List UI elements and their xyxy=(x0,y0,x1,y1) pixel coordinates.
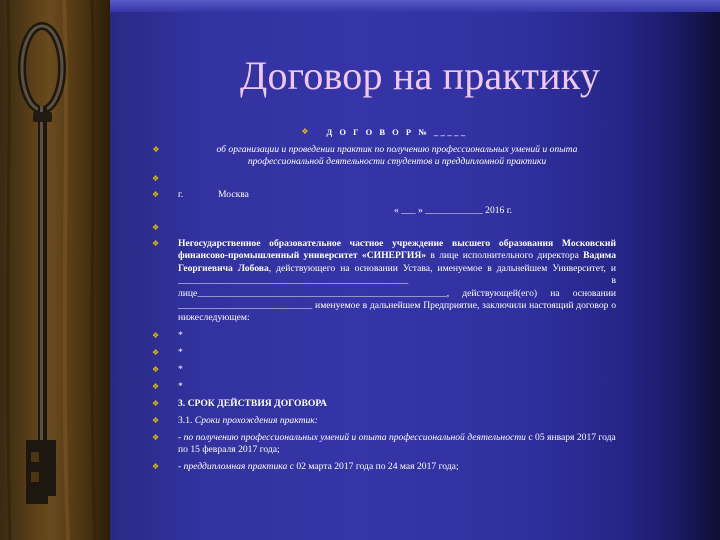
clause-number: 3.1. xyxy=(178,414,195,426)
contract-text-list xyxy=(150,126,616,478)
separator-star: * xyxy=(178,363,183,375)
list-item xyxy=(150,415,616,427)
antique-key-icon xyxy=(0,0,110,540)
diamond-bullet-icon: ❖ xyxy=(152,364,160,374)
list-item xyxy=(150,364,616,376)
list-item xyxy=(150,398,616,410)
separator-star: * xyxy=(178,346,183,358)
slide-title: Договор на практику xyxy=(239,53,601,98)
diamond-bullet-icon: ❖ xyxy=(152,223,160,232)
contract-date: « ___ » ____________ 2016 г. xyxy=(394,205,512,216)
list-item xyxy=(150,144,616,168)
diamond-bullet-icon: ❖ xyxy=(152,145,160,154)
separator-star: * xyxy=(178,380,183,392)
contract-subject: об организации и проведении практик по получению профессиональных умений и опыта профессиональной деятельности студентов и преддипломной практики xyxy=(216,144,578,167)
list-item xyxy=(150,330,616,342)
term-2-label: - преддипломная практика xyxy=(178,460,288,472)
diamond-bullet-icon: ❖ xyxy=(152,190,160,199)
diamond-bullet-icon: ❖ xyxy=(152,239,160,248)
parties-text-1: в лице исполнительного директора xyxy=(426,250,584,262)
term-2-dates: с 02 марта 2017 года по 24 мая 2017 года; xyxy=(287,460,459,472)
list-item xyxy=(150,432,616,456)
clause-title: Сроки прохождения практик: xyxy=(194,414,318,426)
section-3-title: 3. СРОК ДЕЙСТВИЯ ДОГОВОРА xyxy=(178,397,327,409)
diamond-bullet-icon: ❖ xyxy=(152,330,160,340)
director-name: Вадима Георгиевича Лобова xyxy=(178,250,616,274)
city-name: Москва xyxy=(218,189,249,200)
contract-header: Д О Г О В О Р № _____ xyxy=(326,127,468,137)
diamond-bullet-icon: ❖ xyxy=(152,461,160,471)
term-1-label: - по получению профессиональных умений и опыта профессиональной деятельности xyxy=(178,431,526,443)
diamond-bullet-icon: ❖ xyxy=(152,415,160,425)
list-item xyxy=(150,238,616,325)
diamond-bullet-icon: ❖ xyxy=(152,174,160,183)
diamond-bullet-icon: ❖ xyxy=(152,398,160,408)
list-item xyxy=(150,461,616,473)
list-item xyxy=(150,126,616,139)
list-item-empty xyxy=(150,173,616,184)
parties-text-2: , действующего на основании Устава, именуемое в дальнейшем Университет, и ________________________________________________ в лице____________________________________________________, действующей(его) на основании ____________________________ именуемое в дальнейшем Предприятие, заключили настоящий договор о нижеследующем: xyxy=(178,262,616,324)
city-prefix: г. xyxy=(178,189,184,200)
list-item xyxy=(150,381,616,393)
university-name: Негосударственное образовательное частное учреждение высшего образования Московский финансово-промышленный университет «СИНЕРГИЯ» xyxy=(178,238,616,262)
list-item xyxy=(150,347,616,359)
separator-star: * xyxy=(178,329,183,341)
top-accent-bar xyxy=(88,0,720,12)
diamond-bullet-icon: ❖ xyxy=(152,381,160,391)
list-item-empty xyxy=(150,222,616,233)
diamond-bullet-icon: ❖ xyxy=(152,347,160,357)
diamond-bullet-icon: ❖ xyxy=(301,127,309,136)
list-item xyxy=(150,189,616,217)
diamond-bullet-icon: ❖ xyxy=(152,432,160,442)
term-1-dates: с 05 января 2017 года по 15 февраля 2017 года; xyxy=(178,431,616,455)
